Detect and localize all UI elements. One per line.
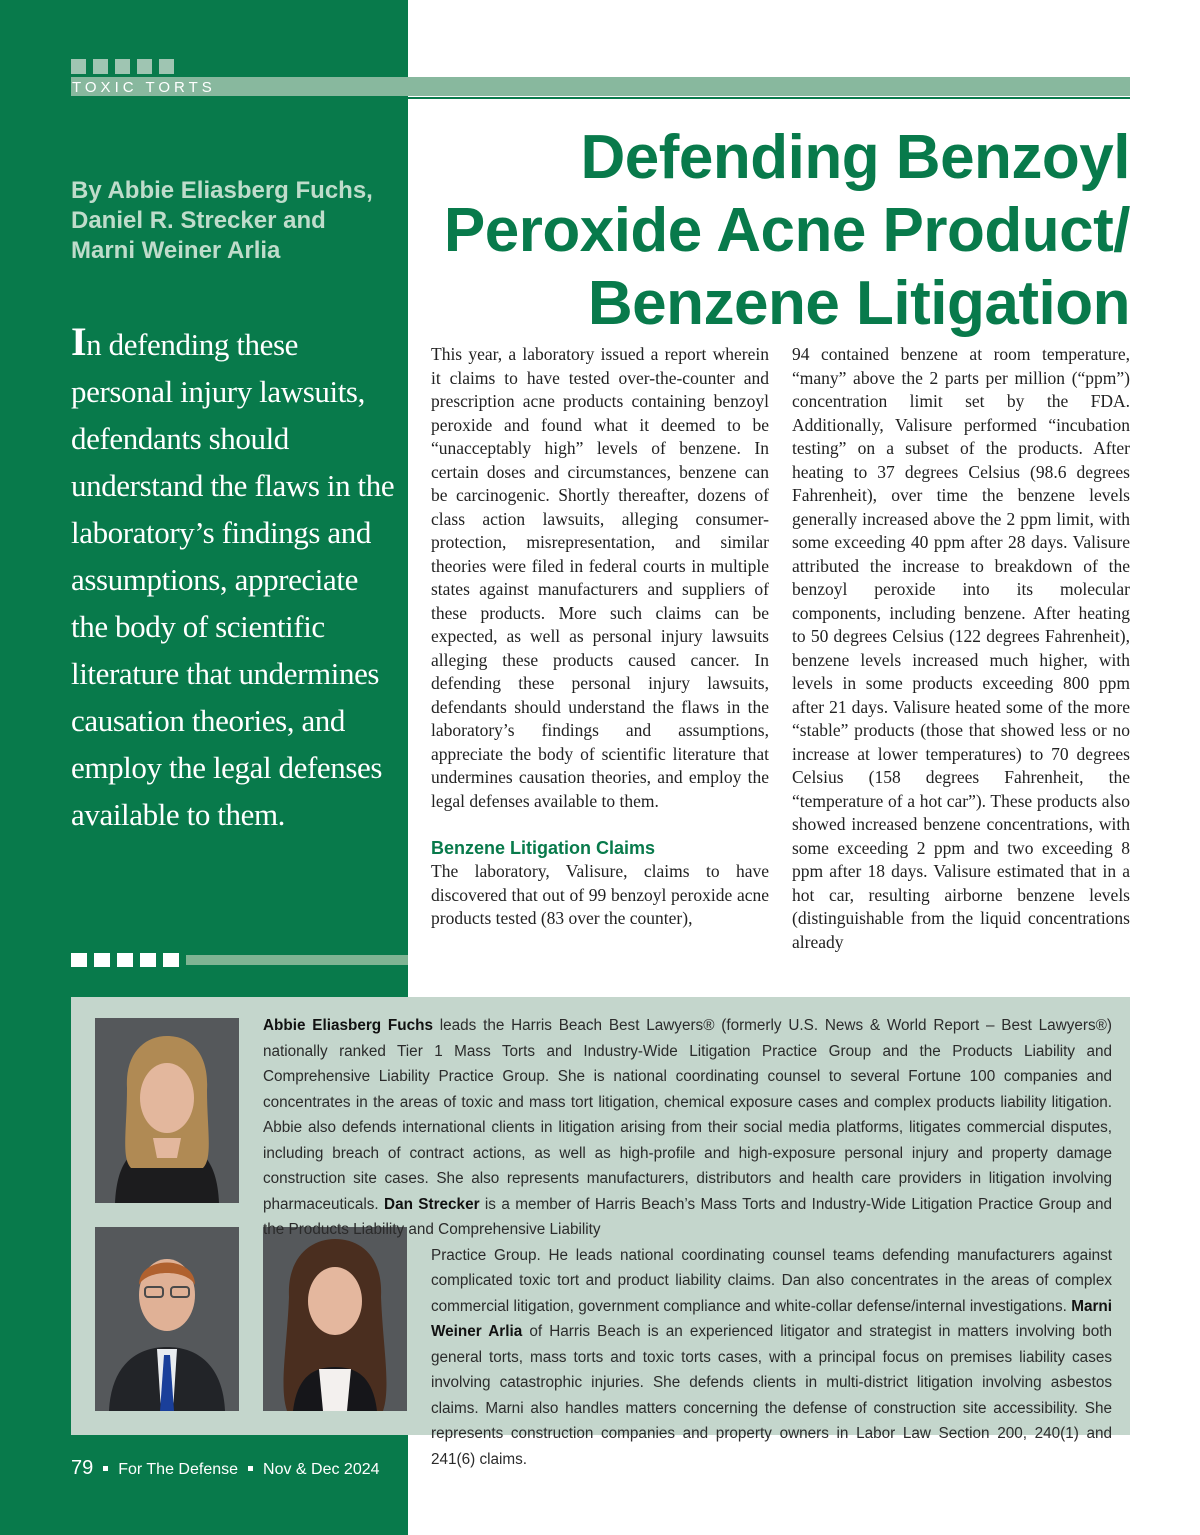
byline-line: By Abbie Eliasberg Fuchs,	[71, 177, 373, 204]
title-line: Defending Benzoyl	[580, 123, 1130, 192]
title-line: Benzene Litigation	[587, 269, 1130, 338]
author-photo-dan	[95, 1227, 239, 1411]
publication-name: For The Defense	[118, 1461, 239, 1478]
author-name: Dan Strecker	[384, 1195, 480, 1213]
article-column-2	[792, 343, 1130, 954]
page-number: 79	[71, 1457, 94, 1479]
author-name: Marni Weiner Arlia	[431, 1297, 1112, 1340]
pull-quote	[71, 318, 401, 838]
author-name: Abbie Eliasberg Fuchs	[263, 1017, 433, 1034]
author-bio: Practice Group. He leads national coordinating counsel teams defending manufacturers against complicated toxic tort and product liability claims. Dan also concentrates in the areas of complex commercial litigation, government compliance and white-collar defense/internal investigations.	[431, 1246, 1112, 1315]
issue-date: Nov & Dec 2024	[263, 1461, 380, 1478]
pull-quote-dropcap: I	[71, 319, 87, 364]
author-bio: of Harris Beach is an experienced litigator and strategist in matters involving both general torts, mass torts and toxic torts cases, with a principal focus on premises liability cases involving catastrophic injuries. She defends clients in multi-district litigation involving asbestos claims. Marni also handles matters concerning the defense of construction site accessibility. She represents construction companies and property owners in Labor Law Section 200, 240(1) and 241(6) claims.	[431, 1323, 1112, 1468]
title-line: Peroxide Acne Product/	[443, 196, 1130, 265]
article-subhead: Benzene Litigation Claims	[431, 838, 656, 858]
page-footer	[71, 1455, 380, 1483]
author-bio: leads the Harris Beach Best Lawyers® (formerly U.S. News & World Report – Best Lawyers®) nationally ranked Tier 1 Mass Torts and Industry-Wide Litigation Practice Group and the Products Liability and Comprehensive Liability Practice Group. She is national coordinating counsel to several Fortune 100 companies and concentrates in the areas of toxic and mass tort litigation, chemical exposure cases and complex products liability litigation. Abbie also defends international clients in litigation arising from their social media platforms, litigates commercial disputes, including breach of contract actions, as well as high-profile and high-exposure personal injury and property damage construction site cases. She also represents manufacturers, distributors and health care providers in litigation involving pharmaceuticals.	[263, 1017, 1113, 1213]
byline-line: Daniel R. Strecker and	[71, 207, 326, 234]
pull-quote-text: n defending these personal injury lawsuits, defendants should understand the flaws in the laboratory’s findings and assumptions, appreciate the body of scientific literature that undermines causation theories, and employ the legal defenses available to them.	[71, 327, 395, 832]
byline	[71, 176, 391, 266]
decorative-bar-bottom	[186, 955, 408, 965]
article-column-1	[431, 343, 769, 931]
footer-bullet	[103, 1466, 108, 1471]
section-header-bar	[71, 77, 1130, 96]
footer-bullet	[248, 1466, 253, 1471]
byline-line: Marni Weiner Arlia	[71, 237, 281, 264]
article-paragraph: This year, a laboratory issued a report wherein it claims to have tested over-the-counter and prescription acne products containing benzoyl peroxide and found what it deemed to be “unacceptably high” levels of benzene. In certain doses and circumstances, benzene can be carcinogenic. Shortly thereafter, dozens of class action lawsuits, alleging consumer-protection, misrepresentation, and similar theories were filed in federal courts in multiple states against manufacturers and suppliers of these products. More such claims can be expected, as well as personal injury lawsuits alleging these products caused cancer. In defending these personal injury lawsuits, defendants should understand the flaws in the laboratory’s findings and assumptions, appreciate the body of scientific literature that undermines causation theories, and employ the legal defenses available to them.	[431, 344, 769, 811]
author-bio-text	[263, 1013, 1112, 1472]
decorative-squares-bottom	[71, 953, 179, 967]
section-label: TOXIC TORTS	[72, 79, 216, 96]
article-paragraph: 94 contained benzene at room temperature, “many” above the 2 parts per million (“ppm”) concentration limit set by the FDA. Additionally, Valisure performed “incubation testing” on a subset of the products. After heating to 37 degrees Celsius (98.6 degrees Fahrenheit), over time the benzene levels generally increased above the 2 ppm limit, with some exceeding 40 ppm after 28 days. Valisure attributed the increase to breakdown of the benzoyl peroxide into its molecular components, including benzene. After heating to 50 degrees Celsius (122 degrees Fahrenheit), benzene levels increased much higher, with levels in some products exceeding 800 ppm after 21 days. Valisure heated some of the more “stable” products (those that showed less or no increase at lower temperatures) to 70 degrees Celsius (158 degrees Fahrenheit, the “temperature of a hot car”). These products also showed increased benzene concentrations, with some exceeding 2 ppm and two exceeding 8 ppm after 18 days. Valisure estimated that in a hot car, resulting airborne benzene levels (distinguishable from the liquid concentrations already	[792, 344, 1130, 952]
article-paragraph: The laboratory, Valisure, claims to have discovered that out of 99 benzoyl peroxide acne products tested (83 over the counter),	[431, 861, 769, 928]
author-bio-indented	[263, 1243, 1112, 1473]
decorative-squares-top	[71, 59, 174, 74]
article-title	[420, 121, 1130, 340]
section-header-rule	[71, 97, 1130, 99]
author-bio: is a member of Harris Beach’s Mass Torts and Industry-Wide Litigation Practice Group and the Products Liability and Comprehensive Liability	[263, 1195, 1112, 1238]
author-photo-abbie	[95, 1018, 239, 1203]
